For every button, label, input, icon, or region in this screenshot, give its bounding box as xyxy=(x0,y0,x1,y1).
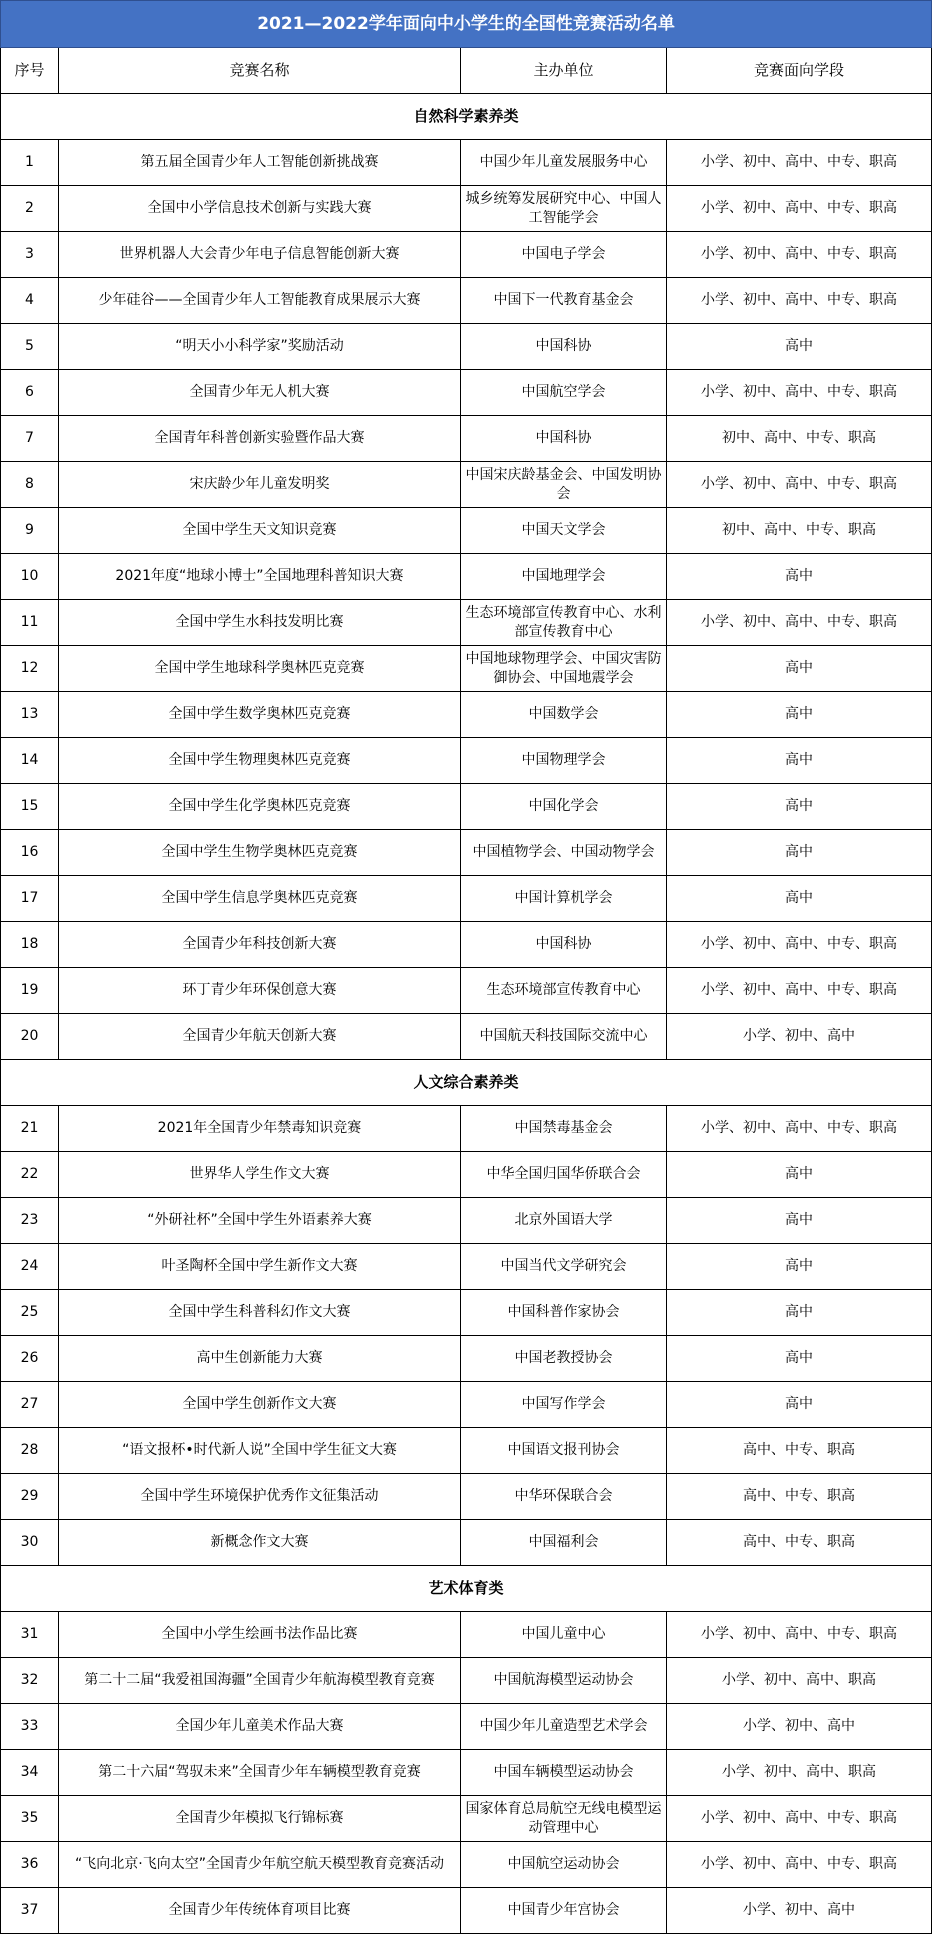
table-row xyxy=(1,1244,932,1290)
cell-name: 2021年度“地球小博士”全国地理科普知识大赛 xyxy=(59,554,461,600)
header-level: 竞赛面向学段 xyxy=(667,48,932,94)
cell-no: 28 xyxy=(1,1428,59,1474)
cell-org: 中国青少年宫协会 xyxy=(461,1888,667,1934)
cell-org: 城乡统筹发展研究中心、中国人工智能学会 xyxy=(461,186,667,232)
table-row xyxy=(1,1198,932,1244)
cell-no: 29 xyxy=(1,1474,59,1520)
cell-name: 全国中学生信息学奥林匹克竞赛 xyxy=(59,876,461,922)
cell-no: 10 xyxy=(1,554,59,600)
table-row xyxy=(1,1290,932,1336)
cell-level: 小学、初中、高中、中专、职高 xyxy=(667,1796,932,1842)
cell-name: 第二十六届“驾驭未来”全国青少年车辆模型教育竞赛 xyxy=(59,1750,461,1796)
cell-org: 中国少年儿童发展服务中心 xyxy=(461,140,667,186)
table-row xyxy=(1,278,932,324)
cell-org: 中华全国归国华侨联合会 xyxy=(461,1152,667,1198)
cell-name: “明天小小科学家”奖励活动 xyxy=(59,324,461,370)
cell-level: 小学、初中、高中、职高 xyxy=(667,1658,932,1704)
cell-no: 5 xyxy=(1,324,59,370)
cell-org: 中国科协 xyxy=(461,324,667,370)
table-row xyxy=(1,186,932,232)
cell-org: 中国宋庆龄基金会、中国发明协会 xyxy=(461,462,667,508)
cell-name: 世界华人学生作文大赛 xyxy=(59,1152,461,1198)
cell-org: 中国科普作家协会 xyxy=(461,1290,667,1336)
cell-no: 27 xyxy=(1,1382,59,1428)
cell-org: 中国地球物理学会、中国灾害防御协会、中国地震学会 xyxy=(461,646,667,692)
cell-no: 7 xyxy=(1,416,59,462)
table-row xyxy=(1,1474,932,1520)
cell-level: 高中 xyxy=(667,554,932,600)
cell-org: 北京外国语大学 xyxy=(461,1198,667,1244)
cell-no: 12 xyxy=(1,646,59,692)
cell-name: 全国青少年科技创新大赛 xyxy=(59,922,461,968)
table-row xyxy=(1,784,932,830)
header-row xyxy=(1,48,932,94)
table-row xyxy=(1,1888,932,1934)
cell-no: 23 xyxy=(1,1198,59,1244)
cell-name: 宋庆龄少年儿童发明奖 xyxy=(59,462,461,508)
cell-no: 11 xyxy=(1,600,59,646)
cell-name: 全国中学生数学奥林匹克竞赛 xyxy=(59,692,461,738)
cell-name: 少年硅谷——全国青少年人工智能教育成果展示大赛 xyxy=(59,278,461,324)
cell-org: 中国少年儿童造型艺术学会 xyxy=(461,1704,667,1750)
table-row xyxy=(1,830,932,876)
cell-org: 中国儿童中心 xyxy=(461,1612,667,1658)
table-row xyxy=(1,140,932,186)
cell-no: 15 xyxy=(1,784,59,830)
cell-name: 全国中学生天文知识竞赛 xyxy=(59,508,461,554)
cell-org: 中国科协 xyxy=(461,922,667,968)
cell-no: 35 xyxy=(1,1796,59,1842)
table-row xyxy=(1,600,932,646)
cell-level: 高中 xyxy=(667,1198,932,1244)
cell-level: 小学、初中、高中 xyxy=(667,1704,932,1750)
cell-level: 高中 xyxy=(667,876,932,922)
cell-org: 中国老教授协会 xyxy=(461,1336,667,1382)
table-row xyxy=(1,968,932,1014)
cell-name: 环丁青少年环保创意大赛 xyxy=(59,968,461,1014)
cell-no: 31 xyxy=(1,1612,59,1658)
cell-no: 33 xyxy=(1,1704,59,1750)
table-row xyxy=(1,876,932,922)
cell-no: 13 xyxy=(1,692,59,738)
cell-org: 中华环保联合会 xyxy=(461,1474,667,1520)
cell-level: 高中 xyxy=(667,830,932,876)
cell-name: “飞向北京·飞向太空”全国青少年航空航天模型教育竞赛活动 xyxy=(59,1842,461,1888)
cell-no: 16 xyxy=(1,830,59,876)
table-row xyxy=(1,1428,932,1474)
cell-name: 高中生创新能力大赛 xyxy=(59,1336,461,1382)
cell-level: 高中 xyxy=(667,738,932,784)
cell-level: 小学、初中、高中、中专、职高 xyxy=(667,462,932,508)
cell-org: 中国下一代教育基金会 xyxy=(461,278,667,324)
table-row xyxy=(1,1382,932,1428)
cell-level: 初中、高中、中专、职高 xyxy=(667,416,932,462)
cell-name: 全国中学生创新作文大赛 xyxy=(59,1382,461,1428)
table-row xyxy=(1,370,932,416)
cell-name: 全国中小学信息技术创新与实践大赛 xyxy=(59,186,461,232)
header-name: 竞赛名称 xyxy=(59,48,461,94)
category-title: 人文综合素养类 xyxy=(1,1060,932,1106)
table-row xyxy=(1,1658,932,1704)
cell-level: 高中 xyxy=(667,324,932,370)
cell-level: 高中 xyxy=(667,1290,932,1336)
cell-org: 中国计算机学会 xyxy=(461,876,667,922)
cell-level: 小学、初中、高中、中专、职高 xyxy=(667,968,932,1014)
cell-no: 1 xyxy=(1,140,59,186)
cell-name: 第二十二届“我爱祖国海疆”全国青少年航海模型教育竞赛 xyxy=(59,1658,461,1704)
cell-name: 全国中学生地球科学奥林匹克竞赛 xyxy=(59,646,461,692)
cell-name: 全国中学生化学奥林匹克竞赛 xyxy=(59,784,461,830)
cell-no: 22 xyxy=(1,1152,59,1198)
cell-no: 30 xyxy=(1,1520,59,1566)
table-row xyxy=(1,692,932,738)
cell-name: 全国青少年模拟飞行锦标赛 xyxy=(59,1796,461,1842)
table-row xyxy=(1,462,932,508)
cell-no: 21 xyxy=(1,1106,59,1152)
cell-name: “语文报杯•时代新人说”全国中学生征文大赛 xyxy=(59,1428,461,1474)
table-row xyxy=(1,324,932,370)
table-row xyxy=(1,508,932,554)
cell-level: 小学、初中、高中、中专、职高 xyxy=(667,600,932,646)
cell-no: 2 xyxy=(1,186,59,232)
cell-org: 中国物理学会 xyxy=(461,738,667,784)
category-row xyxy=(1,1566,932,1612)
cell-level: 小学、初中、高中、中专、职高 xyxy=(667,186,932,232)
cell-level: 小学、初中、高中 xyxy=(667,1014,932,1060)
cell-org: 中国天文学会 xyxy=(461,508,667,554)
cell-level: 小学、初中、高中、中专、职高 xyxy=(667,1612,932,1658)
cell-level: 小学、初中、高中、中专、职高 xyxy=(667,370,932,416)
table-row xyxy=(1,738,932,784)
category-title: 艺术体育类 xyxy=(1,1566,932,1612)
cell-name: 全国中小学生绘画书法作品比赛 xyxy=(59,1612,461,1658)
cell-org: 中国航空运动协会 xyxy=(461,1842,667,1888)
cell-level: 高中 xyxy=(667,1336,932,1382)
cell-level: 高中、中专、职高 xyxy=(667,1474,932,1520)
cell-org: 生态环境部宣传教育中心、水利部宣传教育中心 xyxy=(461,600,667,646)
cell-no: 17 xyxy=(1,876,59,922)
cell-no: 18 xyxy=(1,922,59,968)
cell-level: 小学、初中、高中、中专、职高 xyxy=(667,232,932,278)
cell-org: 中国当代文学研究会 xyxy=(461,1244,667,1290)
cell-no: 25 xyxy=(1,1290,59,1336)
table-row xyxy=(1,1520,932,1566)
cell-org: 中国语文报刊协会 xyxy=(461,1428,667,1474)
cell-level: 高中 xyxy=(667,784,932,830)
cell-no: 32 xyxy=(1,1658,59,1704)
cell-name: 全国青少年航天创新大赛 xyxy=(59,1014,461,1060)
cell-org: 中国写作学会 xyxy=(461,1382,667,1428)
cell-level: 小学、初中、高中、中专、职高 xyxy=(667,140,932,186)
cell-name: 2021年全国青少年禁毒知识竞赛 xyxy=(59,1106,461,1152)
cell-no: 37 xyxy=(1,1888,59,1934)
cell-org: 中国数学会 xyxy=(461,692,667,738)
cell-name: 全国青少年传统体育项目比赛 xyxy=(59,1888,461,1934)
cell-level: 初中、高中、中专、职高 xyxy=(667,508,932,554)
cell-level: 高中 xyxy=(667,1244,932,1290)
table-row xyxy=(1,1014,932,1060)
cell-name: 世界机器人大会青少年电子信息智能创新大赛 xyxy=(59,232,461,278)
cell-org: 中国植物学会、中国动物学会 xyxy=(461,830,667,876)
category-row xyxy=(1,94,932,140)
cell-no: 20 xyxy=(1,1014,59,1060)
cell-level: 高中 xyxy=(667,692,932,738)
header-org: 主办单位 xyxy=(461,48,667,94)
cell-no: 14 xyxy=(1,738,59,784)
table-row xyxy=(1,232,932,278)
cell-level: 高中、中专、职高 xyxy=(667,1520,932,1566)
table-row xyxy=(1,1336,932,1382)
cell-name: 全国中学生水科技发明比赛 xyxy=(59,600,461,646)
cell-level: 高中 xyxy=(667,646,932,692)
cell-level: 高中 xyxy=(667,1382,932,1428)
cell-level: 小学、初中、高中、中专、职高 xyxy=(667,1842,932,1888)
cell-name: 全国中学生生物学奥林匹克竞赛 xyxy=(59,830,461,876)
cell-org: 中国航海模型运动协会 xyxy=(461,1658,667,1704)
cell-org: 中国地理学会 xyxy=(461,554,667,600)
table-row xyxy=(1,554,932,600)
table-row xyxy=(1,416,932,462)
cell-no: 8 xyxy=(1,462,59,508)
cell-org: 中国福利会 xyxy=(461,1520,667,1566)
cell-org: 中国车辆模型运动协会 xyxy=(461,1750,667,1796)
table-row xyxy=(1,1796,932,1842)
cell-level: 小学、初中、高中、中专、职高 xyxy=(667,1106,932,1152)
cell-no: 3 xyxy=(1,232,59,278)
cell-name: 全国青少年无人机大赛 xyxy=(59,370,461,416)
table-row xyxy=(1,922,932,968)
cell-no: 9 xyxy=(1,508,59,554)
table-row xyxy=(1,1750,932,1796)
cell-org: 中国科协 xyxy=(461,416,667,462)
cell-no: 19 xyxy=(1,968,59,1014)
cell-org: 中国航空学会 xyxy=(461,370,667,416)
cell-org: 中国航天科技国际交流中心 xyxy=(461,1014,667,1060)
cell-level: 高中、中专、职高 xyxy=(667,1428,932,1474)
cell-name: 叶圣陶杯全国中学生新作文大赛 xyxy=(59,1244,461,1290)
cell-level: 小学、初中、高中、中专、职高 xyxy=(667,922,932,968)
table-row xyxy=(1,1842,932,1888)
cell-name: 全国少年儿童美术作品大赛 xyxy=(59,1704,461,1750)
cell-name: 全国中学生环境保护优秀作文征集活动 xyxy=(59,1474,461,1520)
cell-no: 34 xyxy=(1,1750,59,1796)
cell-no: 6 xyxy=(1,370,59,416)
table-row xyxy=(1,646,932,692)
cell-level: 小学、初中、高中、中专、职高 xyxy=(667,278,932,324)
cell-name: 全国青年科普创新实验暨作品大赛 xyxy=(59,416,461,462)
cell-org: 中国电子学会 xyxy=(461,232,667,278)
category-title: 自然科学素养类 xyxy=(1,94,932,140)
title-row xyxy=(1,1,932,48)
cell-level: 小学、初中、高中、职高 xyxy=(667,1750,932,1796)
table-row xyxy=(1,1704,932,1750)
cell-org: 中国化学会 xyxy=(461,784,667,830)
cell-no: 26 xyxy=(1,1336,59,1382)
header-no: 序号 xyxy=(1,48,59,94)
cell-level: 高中 xyxy=(667,1152,932,1198)
cell-name: 全国中学生科普科幻作文大赛 xyxy=(59,1290,461,1336)
cell-level: 小学、初中、高中 xyxy=(667,1888,932,1934)
cell-name: 第五届全国青少年人工智能创新挑战赛 xyxy=(59,140,461,186)
cell-org: 国家体育总局航空无线电模型运动管理中心 xyxy=(461,1796,667,1842)
cell-org: 中国禁毒基金会 xyxy=(461,1106,667,1152)
table-title: 2021—2022学年面向中小学生的全国性竞赛活动名单 xyxy=(1,1,932,48)
table-row xyxy=(1,1106,932,1152)
cell-no: 24 xyxy=(1,1244,59,1290)
category-row xyxy=(1,1060,932,1106)
cell-no: 4 xyxy=(1,278,59,324)
cell-name: “外研社杯”全国中学生外语素养大赛 xyxy=(59,1198,461,1244)
cell-no: 36 xyxy=(1,1842,59,1888)
table-row xyxy=(1,1612,932,1658)
cell-name: 全国中学生物理奥林匹克竞赛 xyxy=(59,738,461,784)
cell-org: 生态环境部宣传教育中心 xyxy=(461,968,667,1014)
table-row xyxy=(1,1152,932,1198)
cell-name: 新概念作文大赛 xyxy=(59,1520,461,1566)
